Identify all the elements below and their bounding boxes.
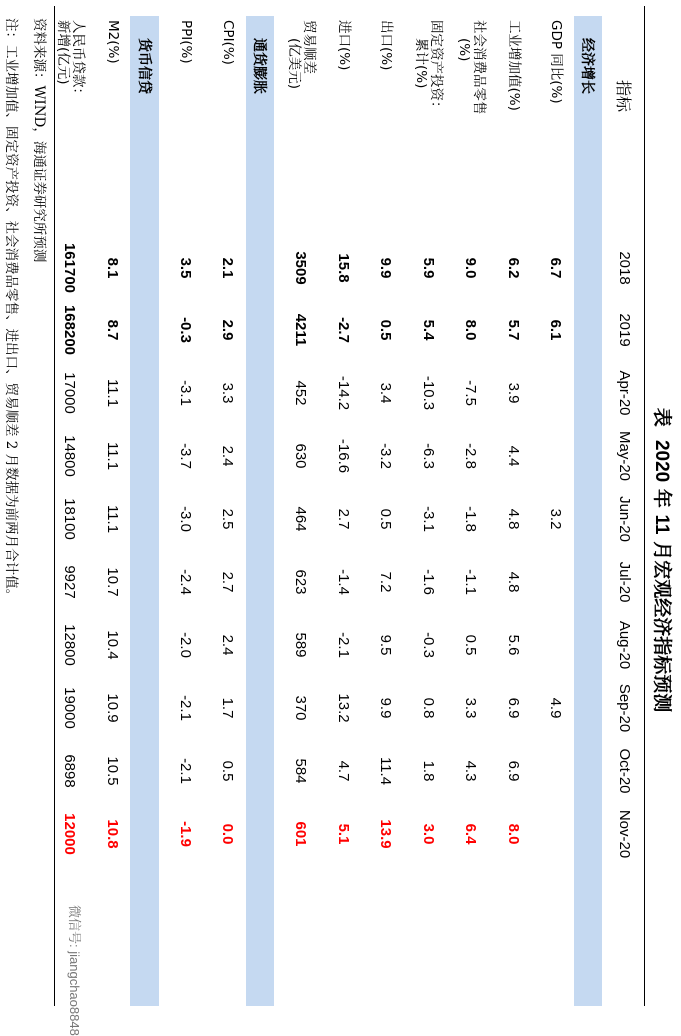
table-cell: 464 [292, 506, 310, 532]
table-cell: 12000 [61, 813, 79, 855]
row-label [52, 18, 88, 170]
row-label [283, 18, 319, 170]
table-cell: 3.2 [547, 508, 565, 530]
table-cell: 601 [292, 821, 310, 847]
row-label [210, 18, 246, 170]
table-cell: -2.7 [335, 317, 352, 343]
table-cell: 12800 [61, 624, 79, 666]
table-cell: 9.9 [377, 697, 395, 719]
row-label-line: 固定资产投资： [428, 20, 445, 115]
table-cell: 3.5 [177, 257, 194, 279]
table-cell: -16.6 [335, 438, 352, 474]
table-cell: 10.4 [104, 630, 121, 660]
column-header: Jun-20 [616, 496, 634, 542]
table-cell: 0.0 [219, 823, 237, 845]
table-cell: 0.8 [420, 697, 437, 719]
row-label [496, 18, 532, 170]
table-cell: 5.1 [335, 823, 352, 845]
title-month: 11 [651, 514, 672, 535]
table-cell: 2.7 [335, 508, 352, 530]
row-label-line: 出口(%) [378, 20, 395, 71]
row-label-line: 累计(%) [413, 38, 430, 89]
table-cell: 168200 [61, 304, 79, 356]
table-cell: 4.8 [505, 571, 522, 593]
table-cell: 6.4 [462, 823, 480, 845]
column-header: Nov-20 [616, 809, 634, 859]
row-label [326, 18, 362, 170]
table-cell: 0.5 [462, 634, 480, 656]
column-header: 2019 [616, 313, 634, 347]
table-cell: 3.4 [377, 382, 395, 404]
column-header: Jul-20 [616, 561, 634, 603]
row-label-line: (%) [456, 38, 472, 62]
table-cell: 6.2 [505, 257, 522, 279]
table-cell: 7.2 [377, 571, 395, 593]
row-label-line: PPI(%) [178, 20, 194, 64]
table-cell: -1.8 [462, 506, 480, 532]
column-header: Sep-20 [616, 683, 634, 733]
table-cell: 8.0 [505, 823, 522, 845]
table-cell: -1.1 [462, 569, 480, 595]
table-cell: -3.2 [377, 443, 395, 469]
table-cell: 0.5 [377, 508, 395, 530]
table-cell: 11.4 [377, 756, 395, 786]
footnote: 注：工业增加值、固定资产投资、社会消费品零售、进出口、贸易顺差 2 月数据为前两月合计值。 [3, 18, 19, 603]
table-cell: 18100 [61, 498, 79, 540]
table-cell: 9.0 [462, 257, 480, 279]
table-cell: 0.5 [377, 319, 395, 341]
table-cell: -1.6 [420, 569, 437, 595]
table-cell: 3509 [292, 251, 310, 285]
row-label [95, 18, 131, 170]
row-label [538, 18, 574, 170]
table-cell: 10.5 [104, 756, 121, 786]
row-label [411, 18, 447, 170]
table-cell: 11.1 [104, 504, 121, 534]
table-cell: -3.1 [420, 506, 437, 532]
row-label-line: 贸易顺差 [301, 20, 317, 74]
table-cell: -3.0 [177, 506, 194, 532]
table-cell: 161700 [61, 242, 79, 294]
table-cell: 9.9 [377, 257, 395, 279]
table-cell: -6.3 [420, 443, 437, 469]
table-cell: 4.7 [335, 760, 352, 782]
table-cell: 3.3 [219, 382, 237, 404]
table-cell: 17000 [61, 372, 79, 414]
table-title [647, 300, 677, 820]
table-cell: 1.7 [219, 697, 237, 719]
table-cell: 13.9 [377, 819, 395, 849]
table-cell: 589 [292, 632, 310, 658]
row-label-line: CPI(%) [220, 20, 237, 65]
table-cell: 2.1 [219, 257, 237, 279]
table-cell: 10.9 [104, 693, 121, 723]
title-year: 2020 [651, 439, 672, 483]
row-label [368, 18, 404, 170]
table-cell: -2.8 [462, 443, 480, 469]
row-label-line: GDP 同比(%) [548, 20, 565, 104]
table-cell: 2.4 [219, 445, 237, 467]
table-cell: 10.7 [104, 567, 121, 597]
table-cell: 5.6 [505, 634, 522, 656]
table-cell: -3.7 [177, 443, 194, 469]
section-label: 经济增长 [579, 38, 596, 94]
row-label [453, 18, 489, 170]
section-label: 通货膨胀 [251, 38, 268, 94]
table-cell: 14800 [61, 435, 79, 477]
table-cell: 8.7 [104, 319, 121, 341]
table-cell: 2.9 [219, 319, 237, 341]
table-cell: 2.5 [219, 508, 237, 530]
header-indicator: 指标 [614, 80, 632, 113]
row-label [168, 18, 204, 170]
table-cell: 4211 [292, 313, 310, 347]
table-cell: 1.8 [420, 760, 437, 782]
table-cell: 6.9 [505, 697, 522, 719]
table-cell: 11.1 [104, 378, 121, 408]
table-cell: 10.8 [104, 819, 121, 849]
column-header: May-20 [616, 430, 634, 482]
table-cell: 11.1 [104, 441, 121, 471]
table-cell: -0.3 [177, 317, 194, 343]
table-cell: 8.1 [104, 257, 121, 279]
table-cell: 6898 [61, 754, 79, 788]
column-header: Aug-20 [616, 620, 634, 670]
table-cell: 370 [292, 695, 310, 721]
table-cell: 0.5 [219, 760, 237, 782]
table-cell: 584 [292, 758, 310, 784]
table-cell: -2.0 [177, 632, 194, 658]
row-label-line: 人民币贷款： [70, 20, 86, 101]
table-cell: 2.4 [219, 634, 237, 656]
table-cell: 6.7 [547, 257, 565, 279]
section-label: 货币信贷 [135, 38, 152, 94]
table-cell: -2.4 [177, 569, 194, 595]
column-header: Apr-20 [616, 370, 634, 416]
table-cell: 5.9 [420, 257, 437, 279]
table-cell: 13.2 [335, 693, 352, 723]
table-cell: -2.1 [335, 632, 352, 658]
table-cell: 5.4 [420, 319, 437, 341]
table-cell: 19000 [61, 687, 79, 729]
table-cell: 5.7 [505, 319, 522, 341]
row-label-line: 进口(%) [336, 20, 352, 71]
table-cell: 4.8 [505, 508, 522, 530]
row-label-line: 新增(亿元) [55, 20, 71, 85]
title-prefix: 表 [651, 407, 673, 427]
table-cell: -7.5 [462, 380, 480, 406]
table-cell: 8.0 [462, 319, 480, 341]
table-cell: 6.9 [505, 760, 522, 782]
row-label-line: (亿美元) [286, 38, 302, 90]
table-cell: 452 [292, 380, 310, 406]
top-rule [644, 6, 645, 1006]
row-label-line: M2(%) [105, 20, 121, 64]
column-header: 2018 [616, 251, 634, 285]
table-cell: 3.3 [462, 697, 480, 719]
table-cell: -1.4 [335, 569, 352, 595]
table-cell: -2.1 [177, 758, 194, 784]
row-label-line: 社会消费品零售 [471, 20, 487, 115]
table-cell: 4.4 [505, 445, 522, 467]
table-cell: 4.9 [547, 697, 565, 719]
column-header: Oct-20 [616, 748, 634, 794]
source-note: 资料来源：WIND，海通证券研究所预测 [31, 18, 47, 263]
wechat-watermark: 微信号: jiangchao8848 [67, 905, 82, 1036]
table-cell: 630 [292, 443, 310, 469]
table-cell: 3.9 [505, 382, 522, 404]
table-cell: 623 [292, 569, 310, 595]
table-cell: 15.8 [335, 253, 352, 283]
table-cell: -2.1 [177, 695, 194, 721]
table-cell: -10.3 [420, 375, 437, 411]
table-cell: 9.5 [377, 634, 395, 656]
table-cell: 3.0 [420, 823, 437, 845]
title-suffix: 月宏观经济指标预测 [651, 541, 673, 713]
row-label-line: 工业增加值(%) [506, 20, 522, 111]
table-cell [538, 794, 574, 874]
table-cell: 6.1 [547, 319, 565, 341]
table-cell: 9927 [61, 565, 79, 599]
bottom-rule [54, 6, 55, 1006]
table-cell: -3.1 [177, 380, 194, 406]
table-cell: -14.2 [335, 375, 352, 411]
table-cell: -0.3 [420, 632, 437, 658]
table-cell: -1.9 [177, 821, 194, 847]
title-mid: 年 [651, 488, 673, 508]
table-cell: 2.7 [219, 571, 237, 593]
table-cell: 4.3 [462, 760, 480, 782]
